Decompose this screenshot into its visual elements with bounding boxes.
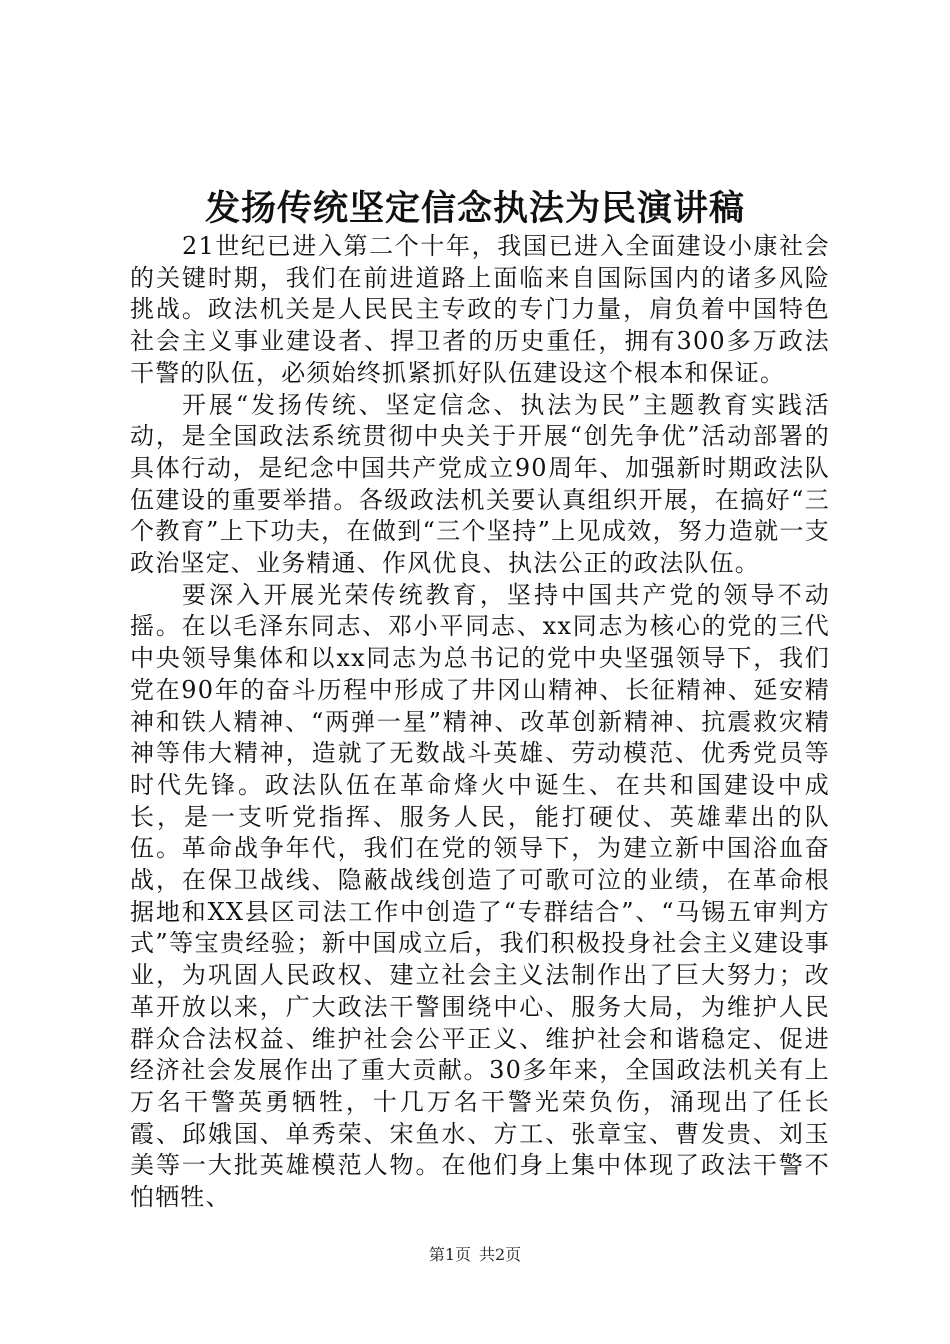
paragraph: 要深入开展光荣传统教育，坚持中国共产党的领导不动摇。在以毛泽东同志、邓小平同志、xx同志为核心的党的三代中央领导集体和以xx同志为总书记的党中央坚强领导下，我们党在90年的奋斗历程中形成了井冈山精神、长征精神、延安精神和铁人精神、“两弹一星”精神、改革创新精神、抗震救灾精神等伟大精神，造就了无数战斗英雄、劳动模范、优秀党员等时代先锋。政法队伍在革命烽火中诞生、在共和国建设中成长，是一支听党指挥、服务人民，能打硬仗、英雄辈出的队伍。革命战争年代，我们在党的领导下，为建立新中国浴血奋战，在保卫战线、隐蔽战线创造了可歌可泣的业绩，在革命根据地和XX县区司法工作中创造了“专群结合”、“马锡五审判方式”等宝贵经验；新中国成立后，我们积极投身社会主义建设事业，为巩固人民政权、建立社会主义法制作出了巨大努力；改革开放以来，广大政法干警围绕中心、服务大局，为维护人民群众合法权益、维护社会公平正义、维护社会和谐稳定、促进经济社会发展作出了重大贡献。30多年来，全国政法机关有上万名干警英勇牺牲，十几万名干警光荣负伤，涌现出了任长霞、邱娥国、单秀荣、宋鱼水、方工、张章宝、曹发贵、刘玉美等一大批英雄模范人物。在他们身上集中体现了政法干警不怕牺牲、: [130, 580, 830, 1212]
page-number: 第1页: [428, 1245, 471, 1264]
document-title: 发扬传统坚定信念执法为民演讲稿: [204, 188, 745, 229]
page-total: 共2页: [479, 1245, 522, 1264]
page-footer: [0, 1243, 950, 1267]
paragraph: 21世纪已进入第二个十年，我国已进入全面建设小康社会的关键时期，我们在前进道路上面临来自国际国内的诸多风险挑战。政法机关是人民民主专政的专门力量，肩负着中国特色社会主义事业建设者、捍卫者的历史重任，拥有300多万政法干警的队伍，必须始终抓紧抓好队伍建设这个根本和保证。: [130, 232, 830, 387]
paragraph: 开展“发扬传统、坚定信念、执法为民”主题教育实践活动，是全国政法系统贯彻中央关于开展“创先争优”活动部署的具体行动，是纪念中国共产党成立90周年、加强新时期政法队伍建设的重要举措。各级政法机关要认真组织开展，在搞好“三个教育”上下功夫，在做到“三个坚持”上见成效，努力造就一支政治坚定、业务精通、作风优良、执法公正的政法队伍。: [130, 390, 830, 578]
document-body: [130, 231, 830, 1214]
